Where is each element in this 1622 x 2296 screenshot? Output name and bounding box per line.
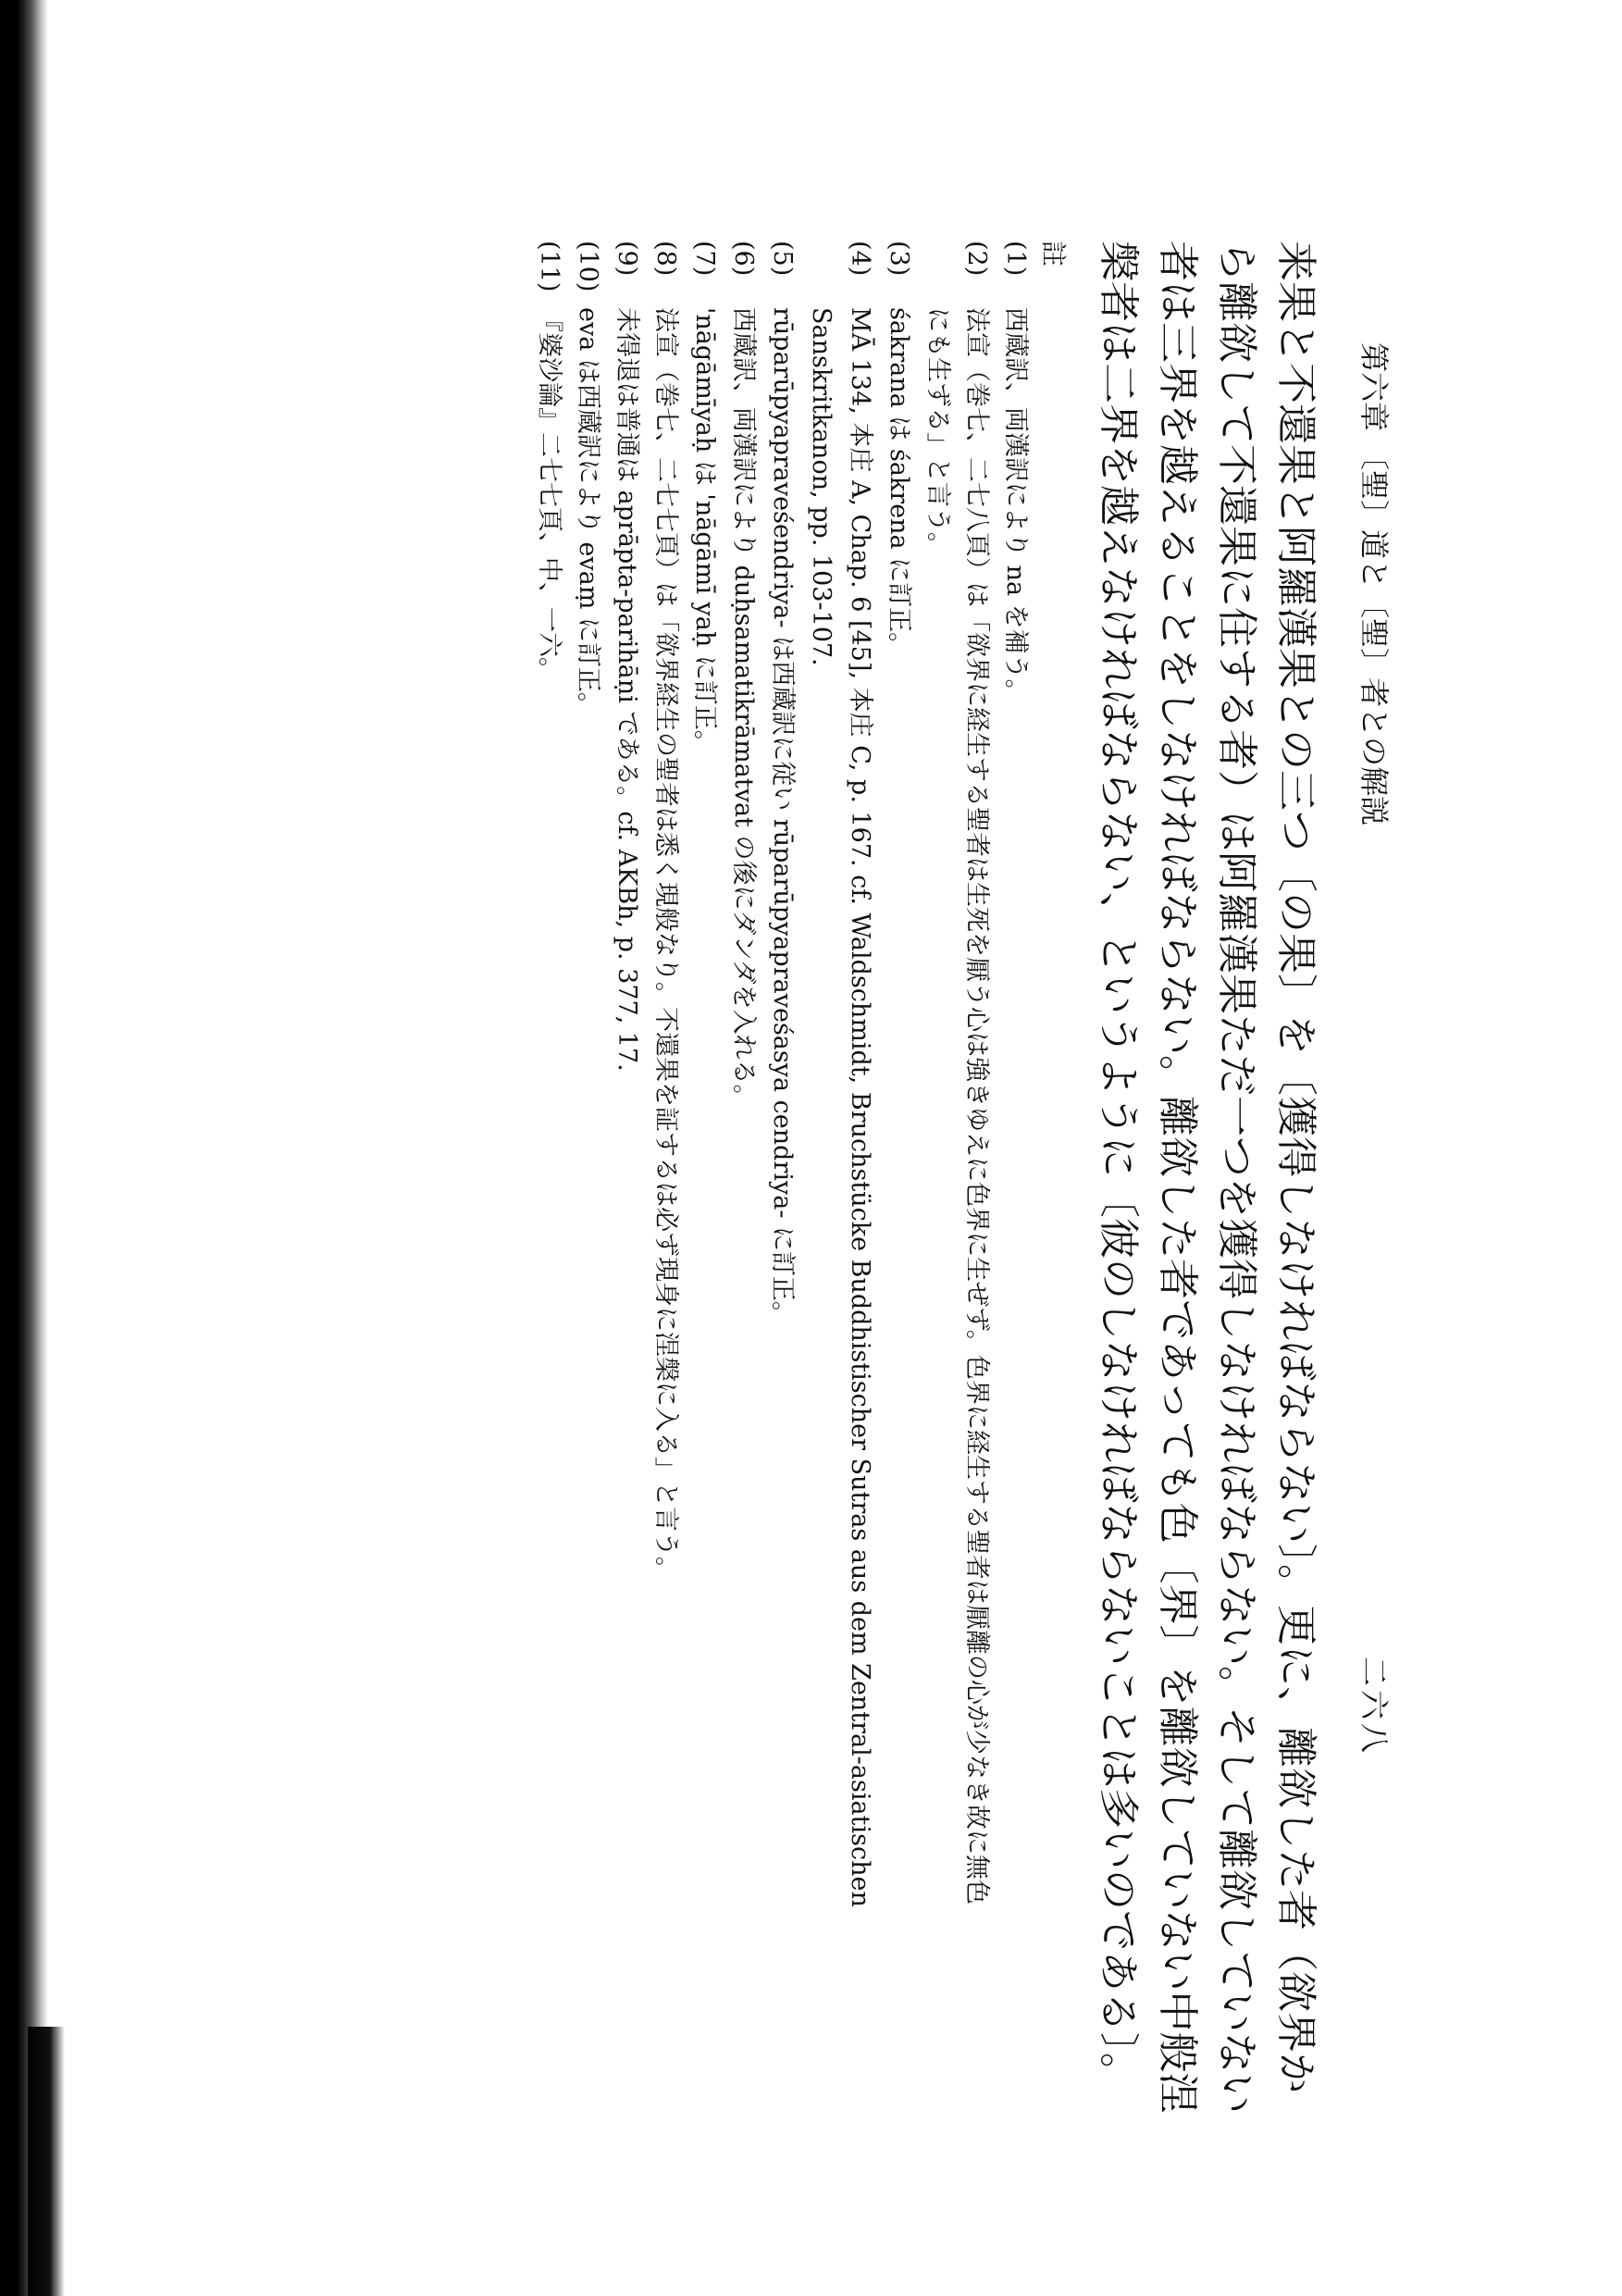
footnote-label: (4): [846, 241, 874, 277]
footnote-label: (11): [535, 241, 563, 292]
rotated-page: [231, 241, 1397, 2114]
footnote-label: (5): [768, 241, 797, 277]
binding-shadow: [0, 0, 48, 2296]
footnote-text: 未得退は普通は aprāpta-parihāṇi である。cf. AKBh, p. 377, 17.: [613, 307, 641, 1072]
footnote: [646, 241, 685, 1934]
footnote-text: MĀ 134, 本庄 A, Chap. 6 [45], 本庄 C, p. 167. cf. Waldschmidt, Bruchstücke Buddhistischer Sutras aus dem Zentral-asiatischen Sanskritkanon, pp. 103-107.: [807, 307, 874, 1907]
footnote: [529, 241, 568, 1934]
footnotes: [529, 241, 1071, 1934]
body-line: 槃者は二界を越えなければならない、というように〔彼のしなければならないことは多いのである〕。: [1095, 241, 1142, 2093]
footnote: [996, 241, 1034, 1934]
footnote: [685, 241, 724, 1934]
footnote-text: 西蔵訳、両漢訳により duḥsamatikrāmatvat の後にダンダを入れる。: [729, 307, 758, 1110]
footnote: [918, 241, 996, 1934]
footnote-label: (6): [729, 241, 758, 277]
footnote-text: eva は西蔵訳により evaṃ に訂正。: [574, 307, 602, 718]
footnote-label: (2): [962, 241, 991, 277]
footnote-text: 『婆沙論』二七七頁、中、一六。: [535, 307, 563, 682]
footnote-text: 'nāgāmīyaḥ は 'nāgāmī yaḥ に訂正。: [690, 307, 719, 755]
footnote-text: 西蔵訳、両漢訳により na を補う。: [1001, 307, 1030, 704]
footnote-text: 法宣（巻七、二七七頁）は「欲界経生の聖者は悉く現般なり。不還果を証するは必ず現身に涅槃に入る」と言う。: [651, 307, 680, 1582]
body-line: 者は三界を越えることをしなければならない。離欲した者であっても色〔界〕を離欲していない中般涅: [1154, 241, 1201, 2114]
footnote: [879, 241, 918, 1934]
footnote: [762, 241, 801, 1934]
footnote-label: (3): [885, 241, 913, 277]
page-number: 二六八: [1356, 1657, 1392, 1757]
footnote-label: (7): [690, 241, 719, 277]
footnote: [724, 241, 762, 1934]
footnote-label: (1): [1001, 241, 1030, 277]
body-line: 来果と不還果と阿羅漢果との三つ〔の果〕を〔獲得しなければならない〕。更に、離欲した者（欲界か: [1272, 241, 1319, 2093]
notes-header: 註: [1038, 241, 1069, 267]
running-head: [1351, 241, 1397, 1934]
footnote-text: rūparūpyapraveśendriya- は西蔵訳に従い rūparūpyapraveśasya cendriya- に訂正。: [768, 307, 797, 1327]
footnote-label: (9): [613, 241, 641, 277]
footnote: [568, 241, 607, 1934]
body-text: [1088, 241, 1325, 2114]
footnote-label: (10): [574, 241, 602, 292]
footnote-text: 法宣（巻七、二七八頁）は「欲界に経生する聖者は生死を厭う心は強きゆえに色界に生ぜず。色界に経生する聖者は厭離の心が少なき故に無色にも生ずる」と言う。: [923, 307, 991, 1905]
footnote-text: śakrana は śakrena に訂正。: [885, 307, 913, 658]
footnote: [607, 241, 646, 1934]
body-line: ら離欲して不還果に住する者）は阿羅漢果ただ一つを獲得しなければならない。そして離欲していない: [1213, 241, 1260, 2114]
chapter-title: 第六章 〔聖〕道と〔聖〕者との解説: [1356, 342, 1392, 826]
footnote-label: (8): [651, 241, 680, 277]
binding-shadow-tip: [28, 2027, 65, 2296]
footnote: [801, 241, 879, 1934]
